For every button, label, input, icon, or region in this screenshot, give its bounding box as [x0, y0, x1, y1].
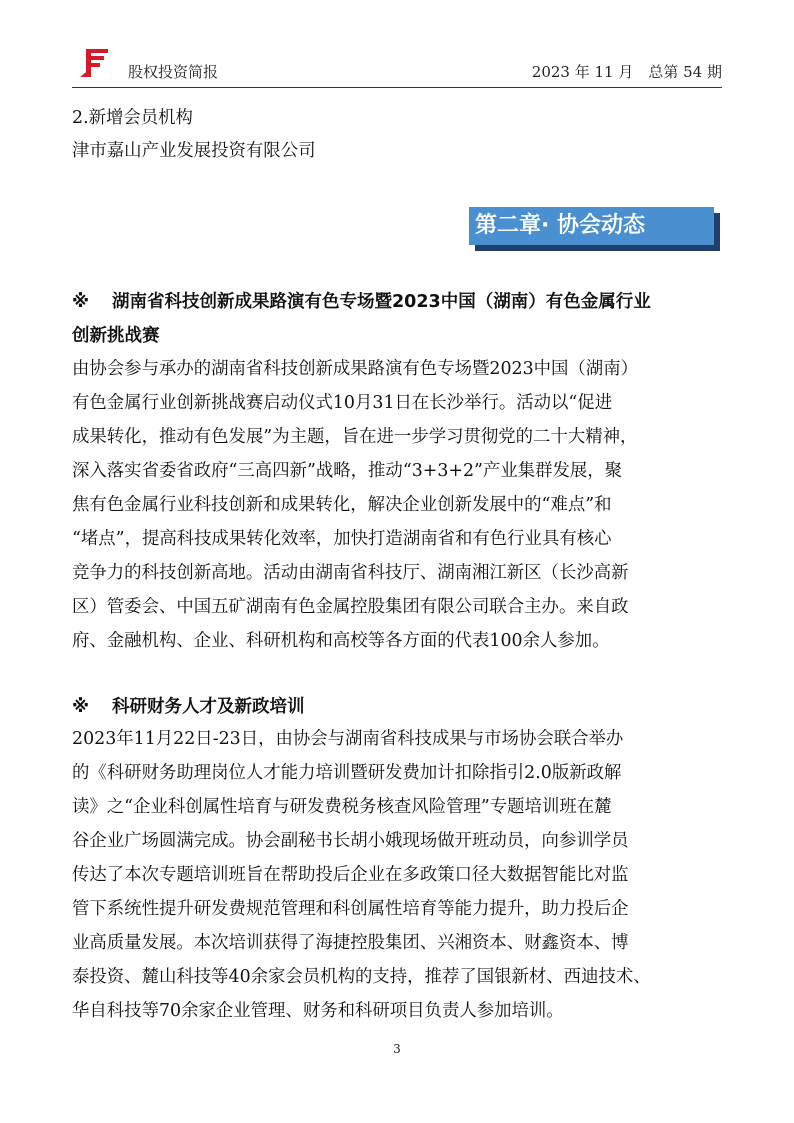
body-line: 由协会参与承办的湖南省科技创新成果路演有色专场暨2023中国（湖南） [72, 359, 638, 379]
body-line: 业高质量发展。本次培训获得了海捷控股集团、兴湘资本、财鑫资本、博 [72, 933, 629, 953]
new-member-item: 津市嘉山产业发展投资有限公司 [72, 141, 316, 161]
body-line: 管下系统性提升研发费规范管理和科创属性培育等能力提升，助力投后企 [72, 899, 629, 919]
body-line: 府、金融机构、企业、科研机构和高校等各方面的代表100余人参加。 [72, 631, 610, 651]
body-line: 有色金属行业创新挑战赛启动仪式10月31日在长沙举行。活动以“促进 [72, 393, 613, 413]
member-section-heading: 2.新增会员机构 [72, 108, 193, 128]
header-divider [72, 87, 722, 88]
chapter-title: 第二章· 协会动态 [469, 207, 714, 245]
body-line: “堵点”，提高科技成果转化效率，加快打造湖南省和有色行业具有核心 [72, 529, 612, 549]
article-title [72, 288, 724, 317]
body-line: 2023年11月22日-23日，由协会与湖南省科技成果与市场协会联合举办 [72, 729, 624, 749]
body-line: 读》之“企业科创属性培育与研发费税务核查风险管理”专题培训班在麓 [72, 797, 612, 817]
body-line: 成果转化，推动有色发展”为主题，旨在进一步学习贯彻党的二十大精神， [72, 427, 638, 447]
body-line: 华自科技等70余家企业管理、财务和科研项目负责人参加培训。 [72, 1001, 564, 1021]
body-line: 的《科研财务助理岗位人才能力培训暨研发费加计扣除指引2.0版新政解 [72, 763, 622, 783]
body-line: 泰投资、麓山科技等40余家会员机构的支持，推荐了国银新材、西迪技术、 [72, 967, 651, 987]
body-line: 谷企业广场圆满完成。协会副秘书长胡小娥现场做开班动员，向参训学员 [72, 831, 629, 851]
body-line: 区）管委会、中国五矿湖南有色金属控股集团有限公司联合主办。来自政 [72, 597, 629, 617]
article-title-text: 湖南省科技创新成果路演有色专场暨2023中国（湖南）有色金属行业 [112, 292, 651, 312]
article-title [72, 693, 724, 722]
article-title-continued: 创新挑战赛 [72, 326, 160, 346]
body-line: 焦有色金属行业科技创新和成果转化，解决企业创新发展中的“难点”和 [72, 495, 612, 515]
issue-info: 2023 年 11 月 总第 54 期 [531, 63, 722, 81]
page-number: 3 [393, 1042, 401, 1056]
reference-mark-icon: ※ [72, 697, 90, 717]
page-header [72, 43, 722, 85]
article-title-text: 科研财务人才及新政培训 [112, 697, 305, 717]
association-logo [78, 47, 122, 83]
body-line: 竞争力的科技创新高地。活动由湖南省科技厅、湖南湘江新区（长沙高新 [72, 563, 629, 583]
body-line: 深入落实省委省政府“三高四新”战略，推动“3+3+2”产业集群发展，聚 [72, 461, 623, 481]
publication-title: 股权投资简报 [128, 63, 219, 81]
body-line: 传达了本次专题培训班旨在帮助投后企业在多政策口径大数据智能比对监 [72, 865, 629, 885]
reference-mark-icon: ※ [72, 292, 90, 312]
